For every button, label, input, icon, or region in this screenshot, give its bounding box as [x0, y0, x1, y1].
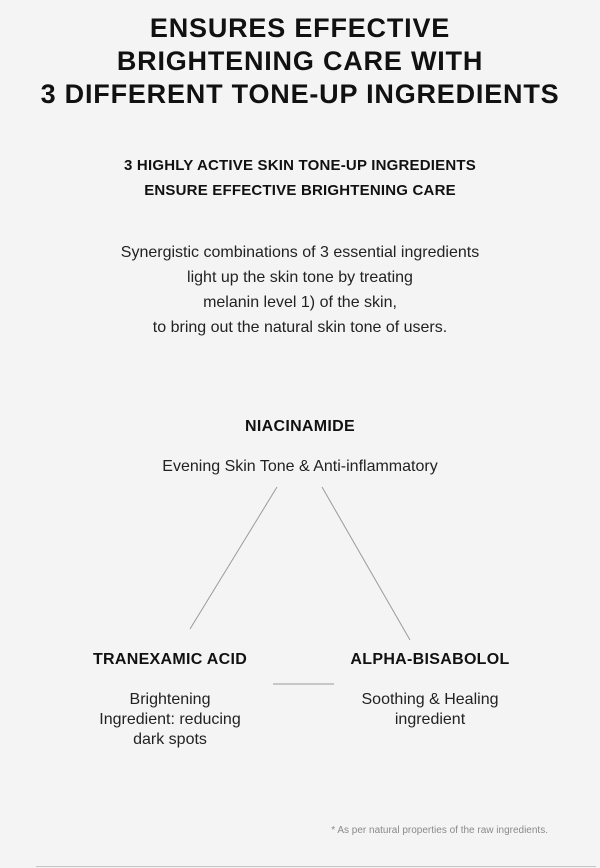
description-paragraph [0, 240, 600, 340]
ingredient-tranexamic-acid-name: TRANEXAMIC ACID [92, 651, 248, 668]
subtitle-line-2: ENSURE EFFECTIVE BRIGHTENING CARE [144, 182, 456, 199]
title-line-1: ENSURES EFFECTIVE [149, 13, 451, 43]
description-line-1: Synergistic combinations of 3 essential ingredients [120, 244, 480, 261]
ingredient-alpha-bisabolol-description [330, 690, 530, 730]
ingredient-niacinamide-description [0, 457, 600, 477]
description-line-2: light up the skin tone by treating [187, 269, 413, 286]
footnote: * As per natural properties of the raw ingredients. [331, 825, 548, 836]
triangle-right-edge [322, 487, 410, 640]
tranexamic-desc-line-3: dark spots [133, 731, 207, 748]
ingredient-niacinamide-name: NIACINAMIDE [245, 418, 355, 435]
title-line-2: BRIGHTENING CARE WITH [116, 46, 484, 76]
niacinamide-desc-line-1: Evening Skin Tone & Anti-inflammatory [162, 458, 438, 475]
ingredient-alpha-bisabolol-name: ALPHA-BISABOLOL [350, 651, 510, 668]
ingredient-tranexamic-acid-description [60, 690, 280, 750]
bottom-divider [36, 866, 596, 867]
tranexamic-desc-line-1: Brightening [129, 691, 211, 708]
subtitle-line-1: 3 HIGHLY ACTIVE SKIN TONE-UP INGREDIENTS [124, 157, 476, 174]
subtitle [0, 153, 600, 203]
bisabolol-desc-line-1: Soothing & Healing [361, 691, 499, 708]
description-line-3: melanin level 1) of the skin, [203, 294, 397, 311]
tranexamic-desc-line-2: Ingredient: reducing [99, 711, 241, 728]
title-line-3: 3 DIFFERENT TONE-UP INGREDIENTS [40, 79, 560, 109]
triangle-left-edge [190, 487, 277, 629]
description-line-4: to bring out the natural skin tone of users. [152, 319, 448, 336]
bisabolol-desc-line-2: ingredient [394, 711, 466, 728]
page-title [0, 12, 600, 111]
